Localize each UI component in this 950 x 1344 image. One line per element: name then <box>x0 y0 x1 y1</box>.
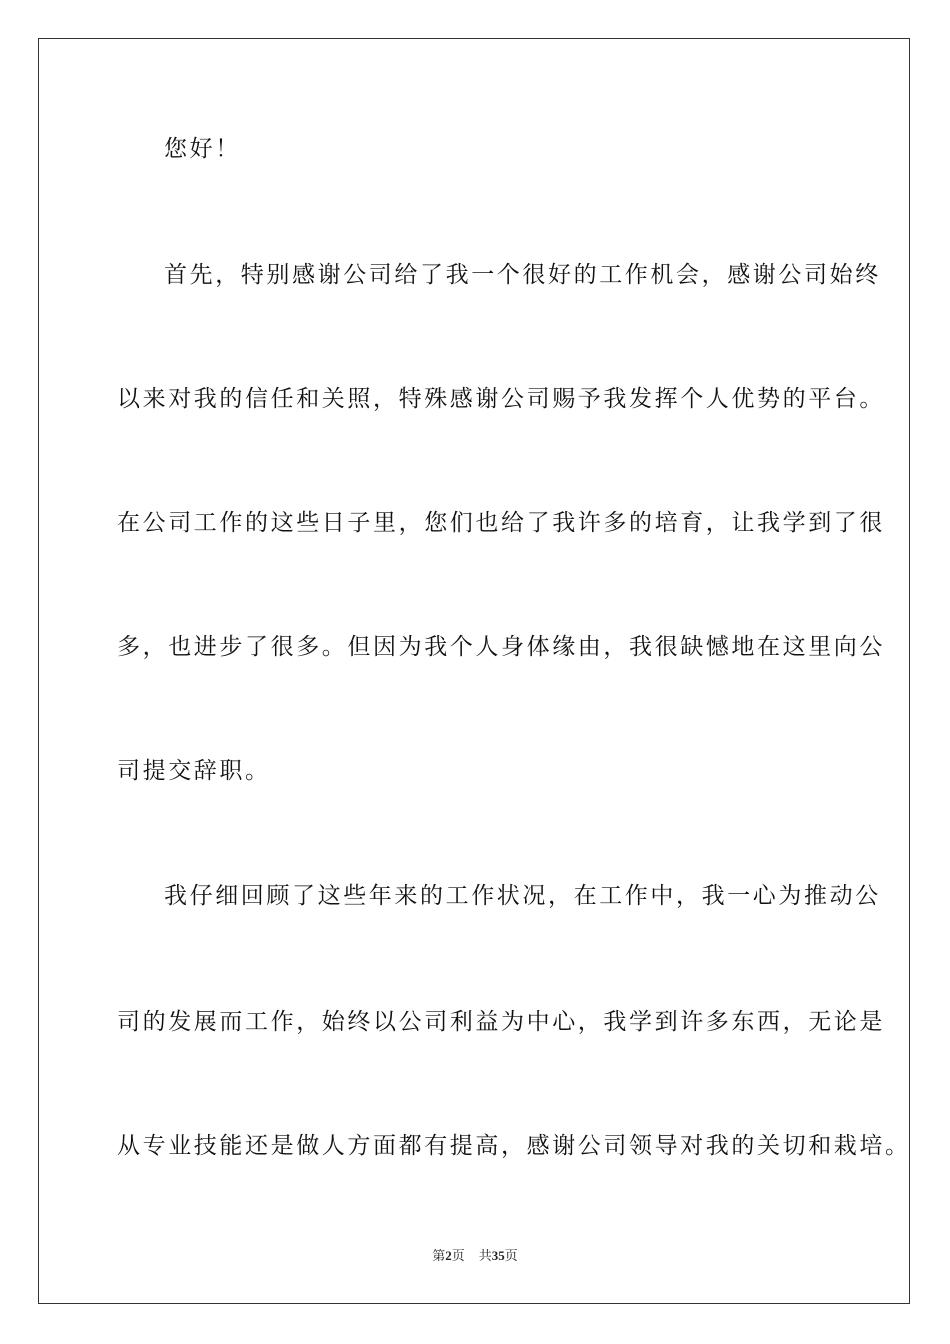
footer-total-suffix: 页 <box>504 1249 518 1264</box>
page-footer <box>0 1247 950 1266</box>
footer-page-prefix: 第 <box>432 1249 446 1264</box>
footer-total-pages: 35 <box>491 1248 505 1263</box>
footer-page-suffix: 页 <box>451 1249 465 1264</box>
paragraph-line: 在公司工作的这些日子里，您们也给了我许多的培育，让我学到了很 <box>117 510 885 536</box>
footer-total-prefix: 共 <box>478 1249 492 1264</box>
paragraph-line: 司提交辞职。 <box>117 758 271 784</box>
page-border <box>38 38 910 1304</box>
paragraph-line: 我仔细回顾了这些年来的工作状况，在工作中，我一心为推动公 <box>164 883 881 909</box>
greeting: 您好！ <box>164 136 241 162</box>
paragraph-line: 多，也进步了很多。但因为我个人身体缘由，我很缺憾地在这里向公 <box>117 634 885 660</box>
paragraph-line: 首先，特别感谢公司给了我一个很好的工作机会，感谢公司始终 <box>164 262 881 288</box>
paragraph-line: 以来对我的信任和关照，特殊感谢公司赐予我发挥个人优势的平台。 <box>117 386 885 412</box>
footer-page-number: 2 <box>445 1248 452 1263</box>
paragraph-line: 从专业技能还是做人方面都有提高，感谢公司领导对我的关切和栽培。 <box>117 1133 911 1159</box>
paragraph-line: 司的发展而工作，始终以公司利益为中心，我学到许多东西，无论是 <box>117 1009 885 1035</box>
